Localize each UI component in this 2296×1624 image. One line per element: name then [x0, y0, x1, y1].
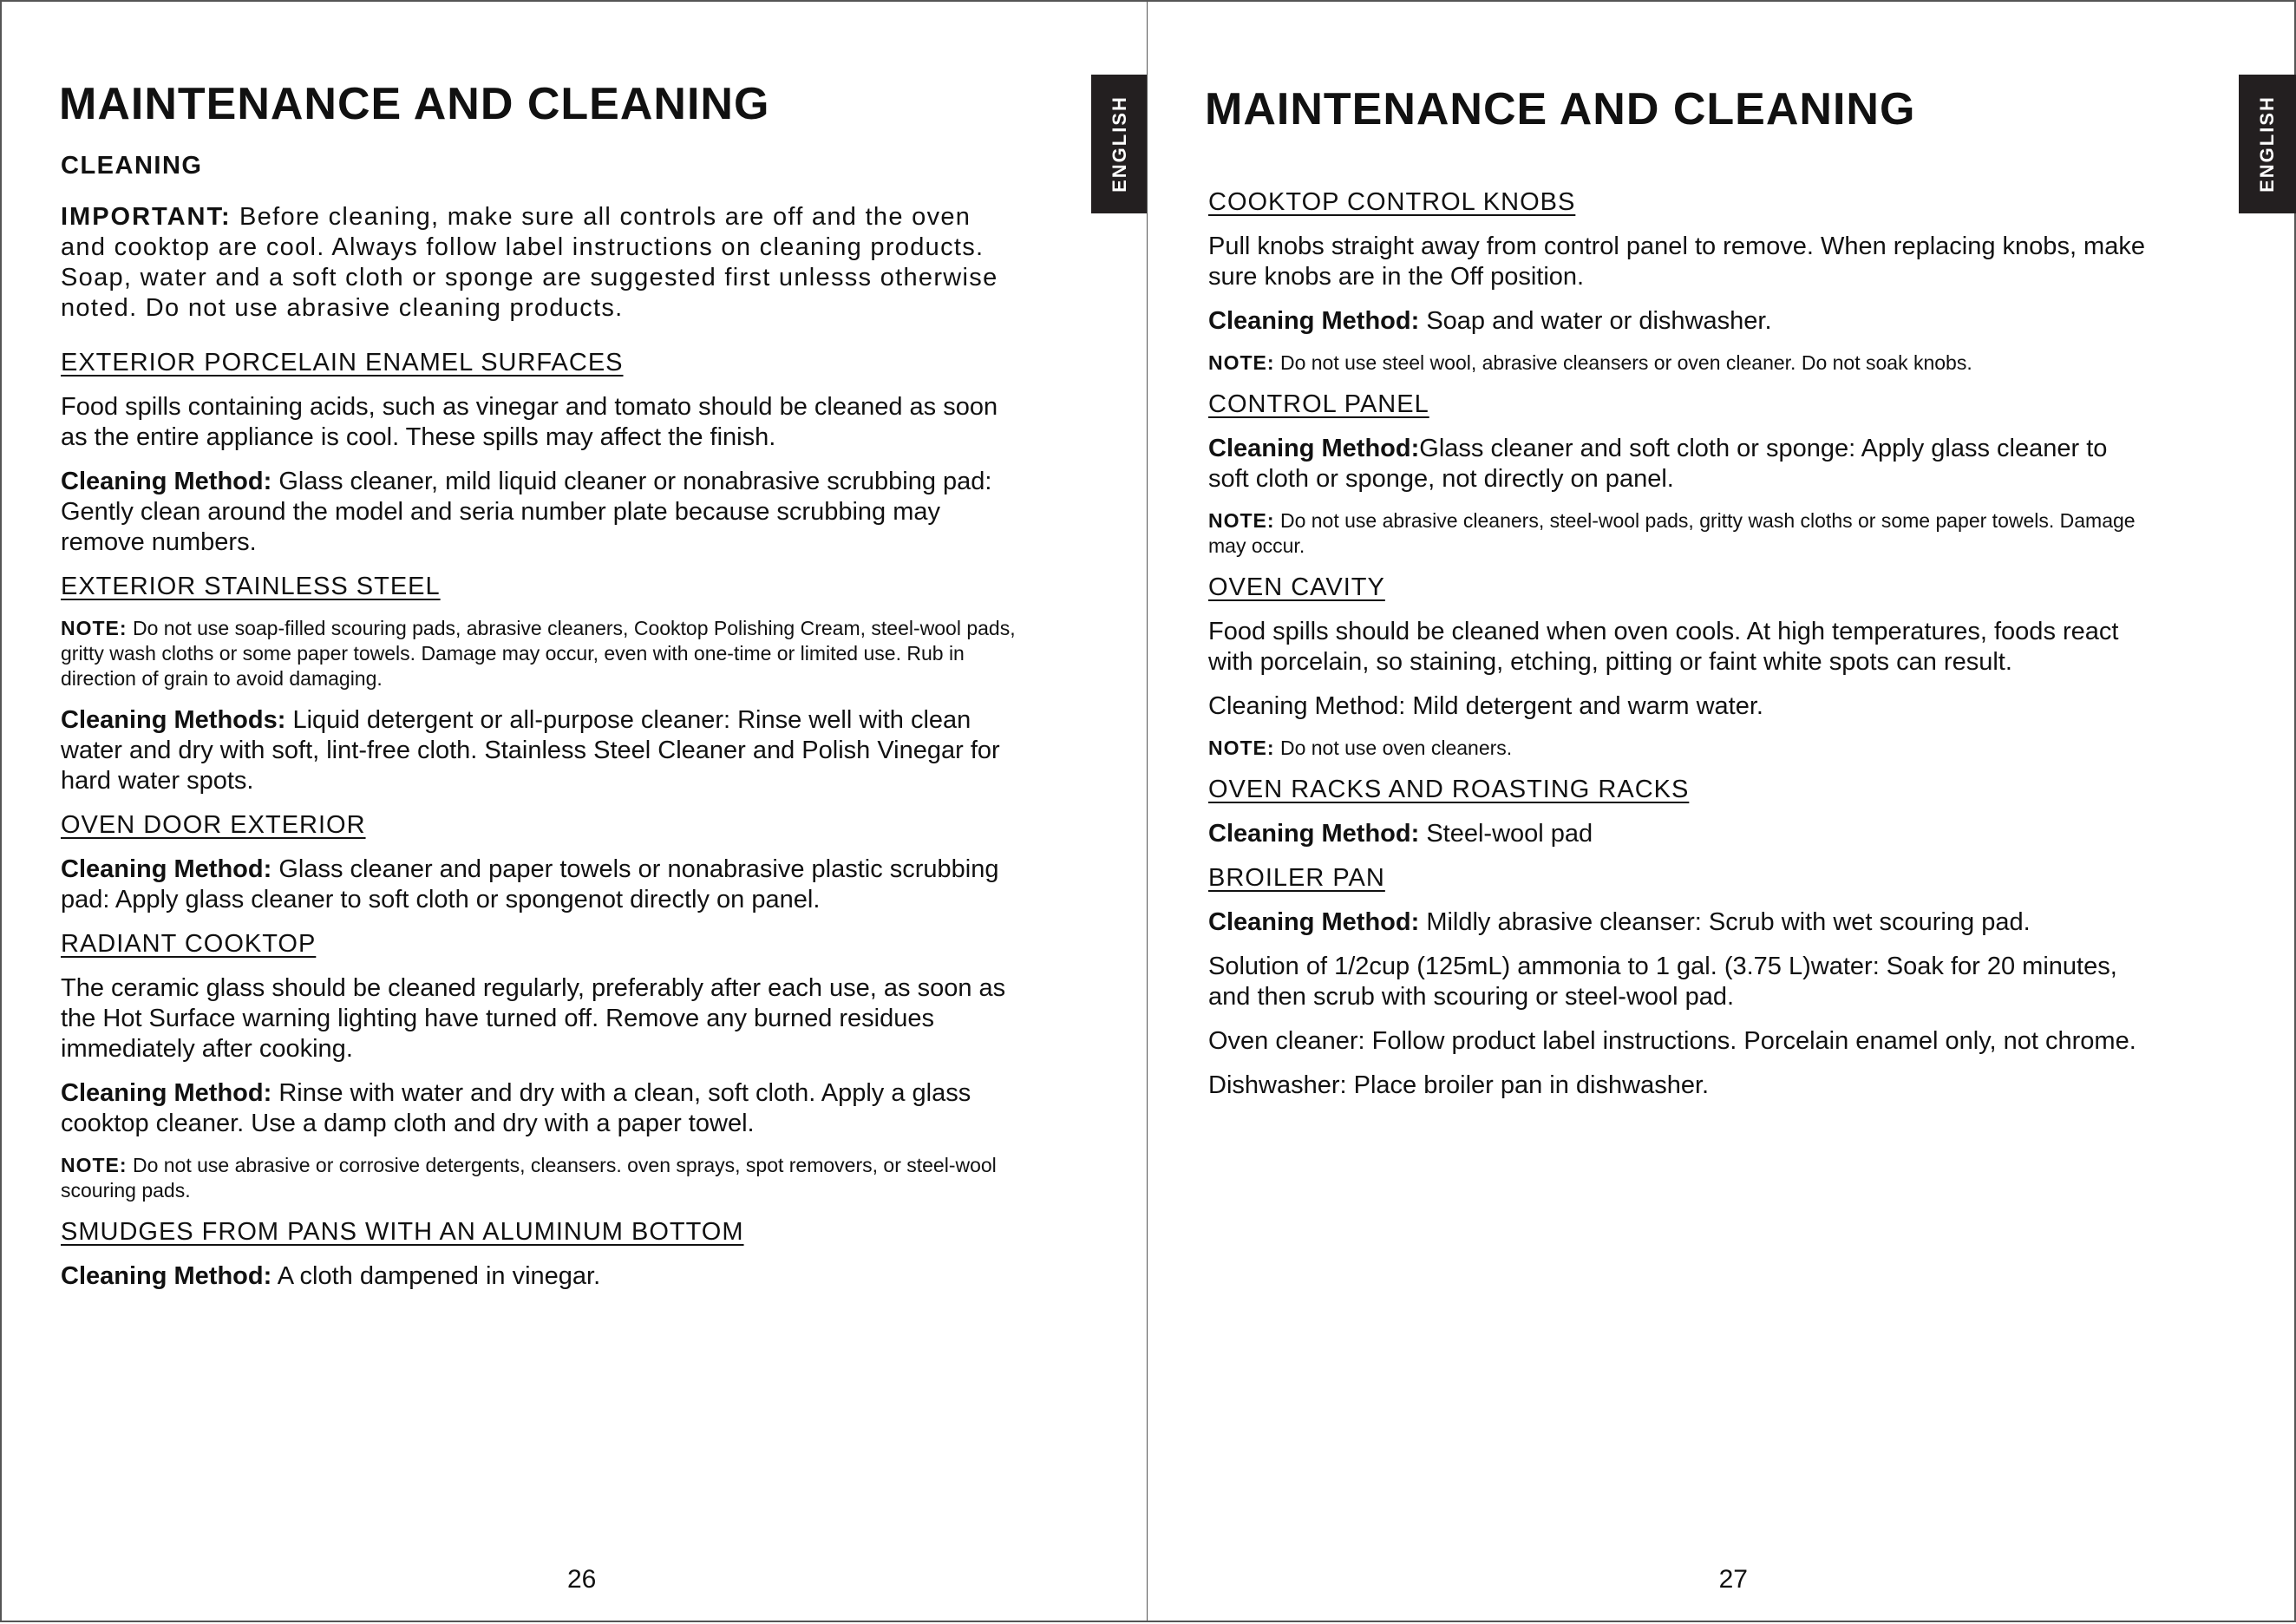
method-label: Cleaning Method:: [1208, 307, 1420, 335]
language-tab-label: ENGLISH: [2256, 95, 2279, 193]
section-paragraph: Pull knobs straight away from control panel to remove. When replacing knobs, make sure knobs are in the Off position.: [1208, 232, 2145, 291]
page-content: [1208, 187, 2145, 1115]
method-text: Rinse with water and dry with a clean, soft cloth. Apply a glass cooktop cleaner. Use a damp cloth and dry with a paper towel.: [61, 1079, 971, 1137]
method-text: A cloth dampened in vinegar.: [271, 1262, 601, 1290]
subheading: CLEANING: [61, 152, 203, 180]
section-paragraph: Cleaning Method: Mild detergent and warm water.: [1208, 692, 1763, 720]
page-right: [1147, 0, 2296, 1622]
cleaning-method: [61, 467, 1024, 558]
note-text: Do not use steel wool, abrasive cleansers or oven cleaner. Do not soak knobs.: [1274, 351, 1972, 374]
note: [1208, 350, 2145, 376]
method-text: Glass cleaner, mild liquid cleaner or nonabrasive scrubbing pad: Gently clean around the model and seria number plate because scrubbing may remove numbers.: [61, 468, 992, 556]
page-title: MAINTENANCE AND CLEANING: [1205, 84, 1916, 134]
page-number: 26: [567, 1565, 597, 1594]
language-tab-label: ENGLISH: [1109, 95, 1131, 193]
section-heading: OVEN RACKS AND ROASTING RACKS: [1208, 776, 1690, 803]
note-label: NOTE:: [61, 1154, 128, 1176]
section-paragraph: Food spills containing acids, such as vinegar and tomato should be cleaned as soon as the entire appliance is cool. These spills may affect the finish.: [61, 393, 998, 451]
important-text: Before cleaning, make sure all controls are off and the oven and cooktop are cool. Always follow label instructions on cleaning products. Soap, water and a soft cloth or sponge are suggested first unlesss otherwise noted. Do not use abrasive cleaning products.: [61, 203, 998, 322]
note: [1208, 736, 2145, 761]
method-text: Glass cleaner and soft cloth or sponge: Apply glass cleaner to soft cloth or sponge, not directly on panel.: [1208, 435, 2108, 493]
section-paragraph: The ceramic glass should be cleaned regularly, preferably after each use, as soon as the Hot Surface warning lighting have turned off. Remove any burned residues immediately after cooking.: [61, 974, 1006, 1063]
section-paragraph: Food spills should be cleaned when oven cools. At high temperatures, foods react with porcelain, so staining, etching, pitting or faint white spots can result.: [1208, 618, 2119, 676]
note-label: NOTE:: [61, 617, 128, 639]
note-label: NOTE:: [1208, 351, 1275, 374]
cleaning-method: [1208, 306, 2145, 337]
section-heading: BROILER PAN: [1208, 864, 1385, 892]
section-heading: EXTERIOR STAINLESS STEEL: [61, 573, 441, 600]
page-content: [61, 151, 1024, 1306]
section-heading: CONTROL PANEL: [1208, 390, 1429, 418]
cleaning-method: [61, 855, 1024, 915]
note-text: Do not use oven cleaners.: [1274, 737, 1513, 759]
section-heading: OVEN DOOR EXTERIOR: [61, 811, 366, 839]
note: [61, 1153, 1024, 1203]
note-text: Do not use soap-filled scouring pads, abrasive cleaners, Cooktop Polishing Cream, steel-wool pads, gritty wash cloths or some paper towels. Damage may occur, even with one-time or limited use. Rub in direction of grain to avoid damaging.: [61, 617, 1016, 690]
page-left: [0, 0, 1148, 1622]
method-text: Steel-wool pad: [1419, 820, 1593, 848]
method-label: Cleaning Methods:: [61, 706, 286, 734]
note-label: NOTE:: [1208, 509, 1275, 532]
section-paragraph: Solution of 1/2cup (125mL) ammonia to 1 gal. (3.75 L)water: Soak for 20 minutes, and then scrub with scouring or steel-wool pad.: [1208, 953, 2117, 1011]
method-text: Liquid detergent or all-purpose cleaner: Rinse well with clean water and dry with soft, lint-free cloth. Stainless Steel Cleaner and Polish Vinegar for hard water spots.: [61, 706, 1000, 795]
cleaning-method: [61, 1261, 1024, 1292]
page-number: 27: [1718, 1565, 1748, 1594]
cleaning-method: [1208, 434, 2145, 494]
method-label: Cleaning Method:: [61, 1262, 272, 1290]
method-label: Cleaning Method:: [1208, 435, 1420, 462]
section-heading: COOKTOP CONTROL KNOBS: [1208, 188, 1576, 216]
cleaning-method: [61, 1078, 1024, 1139]
cleaning-method: [1208, 819, 2145, 849]
important-label: IMPORTANT:: [61, 203, 232, 231]
note-text: Do not use abrasive cleaners, steel-wool pads, gritty wash cloths or some paper towels. Damage may occur.: [1208, 509, 2136, 557]
method-text: Soap and water or dishwasher.: [1419, 307, 1772, 335]
method-text: Glass cleaner and paper towels or nonabrasive plastic scrubbing pad: Apply glass cleaner to soft cloth or spongenot directly on panel.: [61, 855, 999, 914]
method-label: Cleaning Method:: [61, 468, 272, 495]
method-label: Cleaning Method:: [61, 1079, 272, 1107]
page-title: MAINTENANCE AND CLEANING: [59, 79, 770, 129]
method-label: Cleaning Method:: [1208, 908, 1420, 936]
language-tab: [2239, 75, 2296, 213]
note-text: Do not use abrasive or corrosive detergents, cleansers. oven sprays, spot removers, or steel-wool scouring pads.: [61, 1154, 997, 1202]
section-paragraph: Oven cleaner: Follow product label instructions. Porcelain enamel only, not chrome.: [1208, 1027, 2136, 1055]
cleaning-method: [1208, 907, 2145, 938]
cleaning-method: [61, 705, 1024, 796]
language-tab: [1091, 75, 1148, 213]
section-heading: EXTERIOR PORCELAIN ENAMEL SURFACES: [61, 349, 624, 377]
note: [1208, 508, 2145, 559]
important-paragraph: [61, 202, 1024, 324]
note: [61, 616, 1024, 691]
method-text: Mildly abrasive cleanser: Scrub with wet scouring pad.: [1419, 908, 2031, 936]
section-paragraph: Dishwasher: Place broiler pan in dishwasher.: [1208, 1071, 1710, 1099]
method-label: Cleaning Method:: [61, 855, 272, 883]
method-label: Cleaning Method:: [1208, 820, 1420, 848]
section-heading: SMUDGES FROM PANS WITH AN ALUMINUM BOTTOM: [61, 1218, 744, 1246]
note-label: NOTE:: [1208, 737, 1275, 759]
section-heading: RADIANT COOKTOP: [61, 930, 317, 958]
section-heading: OVEN CAVITY: [1208, 573, 1385, 601]
